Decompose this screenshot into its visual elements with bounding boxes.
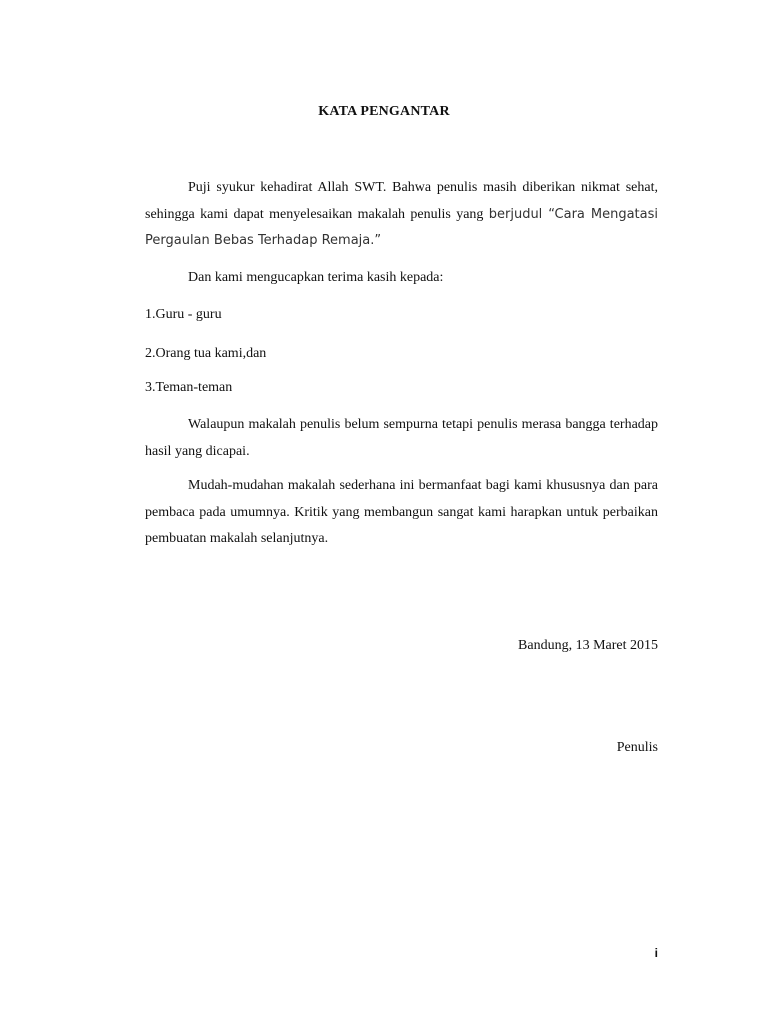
paragraph-opening <box>145 175 658 255</box>
paragraph-opening-text: Puji syukur kehadirat Allah SWT. Bahwa penulis masih diberikan nikmat sehat, sehingga kami dapat menyelesaikan makalah penulis yang <box>145 180 658 222</box>
paragraph-hope: Mudah-mudahan makalah sederhana ini bermanfaat bagi kami khususnya dan para pembaca pada umumnya. Kritik yang membangun sangat kami harapkan untuk perbaikan pembuatan makalah selanjutnya. <box>145 478 658 546</box>
list-item-2: 2.Orang tua kami,dan <box>145 346 267 361</box>
place-and-date: Bandung, 13 Maret 2015 <box>518 638 658 653</box>
page-number: i <box>654 946 658 960</box>
list-item-3: 3.Teman-teman <box>145 380 233 395</box>
page-title: KATA PENGANTAR <box>318 104 450 119</box>
paragraph-imperfection: Walaupun makalah penulis belum sempurna tetapi penulis merasa bangga terhadap hasil yang dicapai. <box>145 417 658 459</box>
list-item-1: 1.Guru - guru <box>145 307 222 322</box>
author-signature: Penulis <box>616 740 658 755</box>
paragraph-opening-quote: berjudul “Cara Mengatasi Pergaulan Bebas Terhadap Remaja.” <box>145 206 658 248</box>
paragraph-thanks: Dan kami mengucapkan terima kasih kepada: <box>188 270 444 285</box>
